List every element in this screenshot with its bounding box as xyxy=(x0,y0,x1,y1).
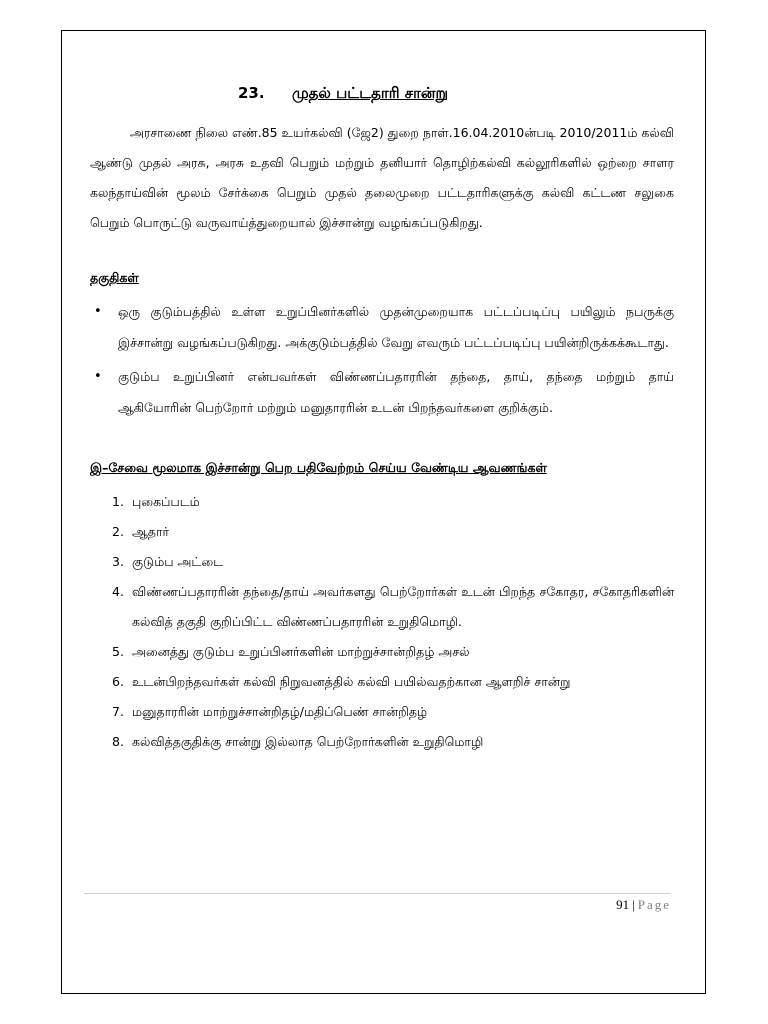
item-text: உடன்பிறந்தவர்கள் கல்வி நிறுவனத்தில் கல்வி பயில்வதற்கான ஆளறிச் சான்று xyxy=(132,674,571,689)
item-number: 2. xyxy=(112,524,124,539)
list-item xyxy=(110,727,674,757)
item-text: ஆதார் xyxy=(132,524,170,539)
qualification-text: குடும்ப உறுப்பினர் என்பவர்கள் விண்ணப்பதாரரின் தந்தை, தாய், தந்தை மற்றும் தாய் ஆகியோரின் பெற்றோர் மற்றும் மனுதாரரின் உடன் பிறந்தவர்களை குறிக்கும். xyxy=(118,369,674,415)
list-item xyxy=(110,667,674,697)
list-item xyxy=(90,296,674,358)
item-text: விண்ணப்பதாரரின் தந்தை/தாய் அவர்களது பெற்றோர்கள் உடன் பிறந்த சகோதர, சகோதரிகளின் கல்வித் தகுதி குறிப்பிட்ட விண்ணப்பதாரரின் உறுதிமொழி. xyxy=(132,584,674,629)
documents-heading: இ–சேவை மூலமாக இச்சான்று பெற பதிவேற்றம் செய்ய வேண்டிய ஆவணங்கள் xyxy=(90,460,547,475)
qualifications-heading: தகுதிகள் xyxy=(90,270,139,285)
page-label: Page xyxy=(637,897,671,912)
footer-separator: | xyxy=(632,897,635,912)
list-item xyxy=(110,637,674,667)
bullet-icon: • xyxy=(94,369,102,384)
qualification-text: ஒரு குடும்பத்தில் உள்ள உறுப்பினர்களில் முதன்முறையாக பட்டப்படிப்பு பயிலும் நபருக்கு இச்சான்று வழங்கப்படுகிறது. அக்குடும்பத்தில் வேறு எவரும் பட்டப்படிப்பு பயின்றிருக்கக்கூடாது. xyxy=(118,304,674,350)
bullet-icon: • xyxy=(94,304,102,319)
item-number: 3. xyxy=(112,554,124,569)
item-number: 8. xyxy=(112,734,124,749)
documents-list xyxy=(110,487,674,757)
item-number: 6. xyxy=(112,674,124,689)
item-text: புகைப்படம் xyxy=(132,494,200,509)
item-text: கல்வித்தகுதிக்கு சான்று இல்லாத பெற்றோர்களின் உறுதிமொழி xyxy=(132,734,484,749)
list-item xyxy=(110,517,674,547)
footer-divider xyxy=(84,893,670,894)
item-text: மனுதாரரின் மாற்றுச்சான்றிதழ்/மதிப்பெண் சான்றிதழ் xyxy=(132,704,428,719)
page-footer xyxy=(616,897,671,913)
list-item xyxy=(110,577,674,637)
list-item xyxy=(110,487,674,517)
intro-paragraph: அரசாணை நிலை எண்.85 உயர்கல்வி (ஜே2) துறை நாள்.16.04.2010ன்படி 2010/2011ம் கல்வி ஆண்டு முதல் அரசு, அரசு உதவி பெறும் மற்றும் தனியார் தொழிற்கல்வி கல்லூரிகளில் ஒற்றை சாளர கலந்தாய்வின் மூலம் சேர்க்கை பெறும் முதல் தலைமுறை பட்டதாரிகளுக்கு கல்வி கட்டண சலுகை பெறும் பொருட்டு வருவாய்த்துறையால் இச்சான்று வழங்கப்படுகிறது. xyxy=(90,125,675,230)
qualifications-list xyxy=(90,296,674,426)
item-text: அனைத்து குடும்ப உறுப்பினர்களின் மாற்றுச்சான்றிதழ் அசல் xyxy=(132,644,470,659)
item-number: 7. xyxy=(112,704,124,719)
item-number: 1. xyxy=(112,494,124,509)
list-item xyxy=(90,361,674,423)
page-number: 91 xyxy=(616,897,630,912)
title-text: முதல் பட்டதாரி சான்று xyxy=(292,84,448,102)
item-number: 4. xyxy=(112,584,124,599)
item-text: குடும்ப அட்டை xyxy=(132,554,224,569)
list-item xyxy=(110,547,674,577)
item-number: 5. xyxy=(112,644,124,659)
list-item xyxy=(110,697,674,727)
title-number: 23. xyxy=(238,84,265,102)
